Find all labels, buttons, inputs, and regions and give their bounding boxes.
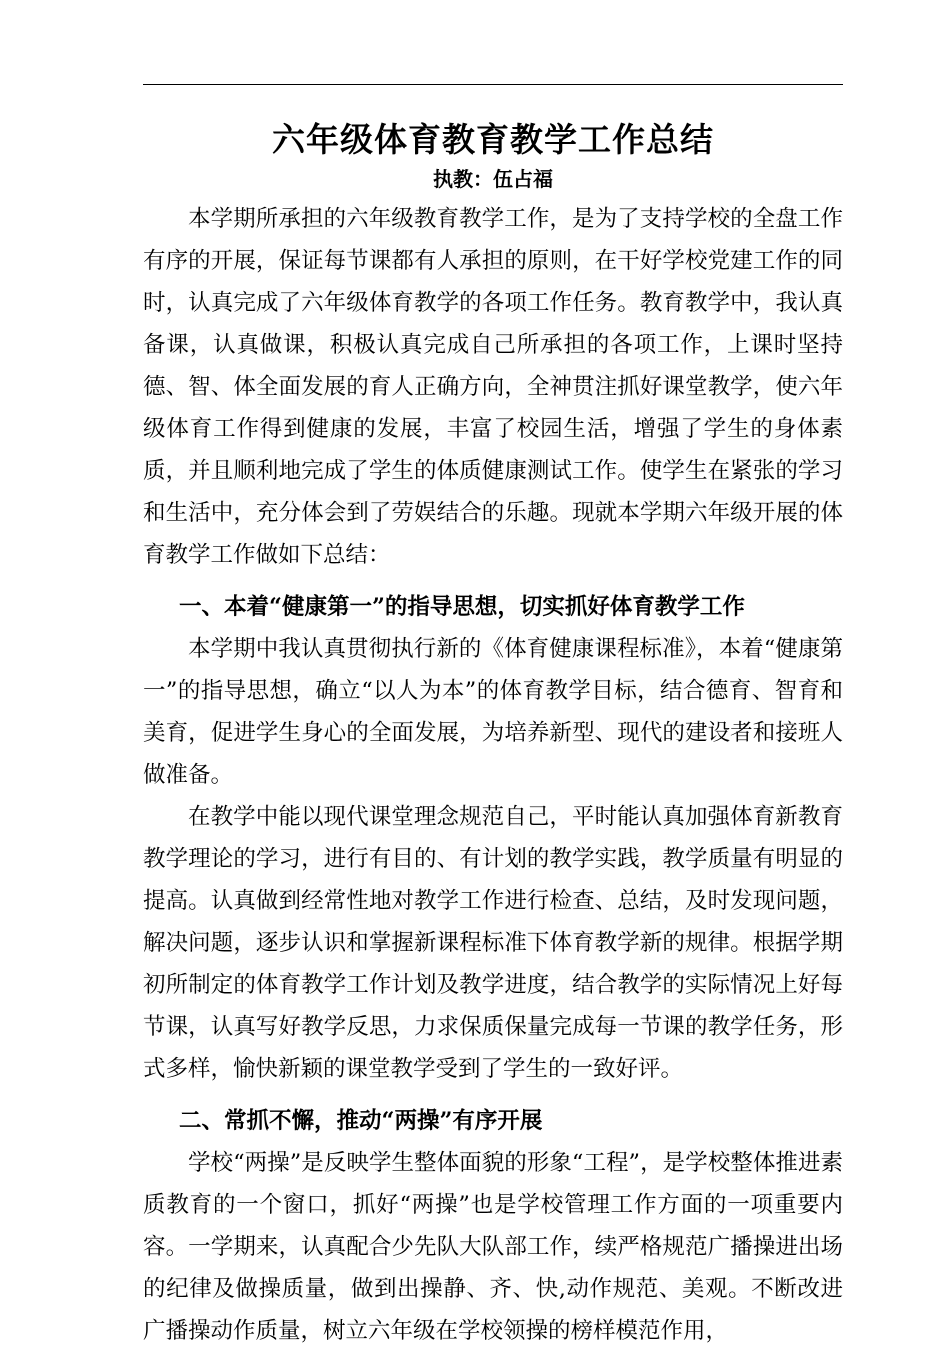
page-title: 六年级体育教育教学工作总结 xyxy=(272,120,714,159)
header-divider xyxy=(143,84,843,85)
document-content xyxy=(143,84,843,1352)
section-heading-2: 二、常抓不懈，推动“两操”有序开展 xyxy=(179,1108,543,1135)
paragraph-2-1: 学校“两操”是反映学生整体面貌的形象“工程”，是学校整体推进素质教育的一个窗口，抓好“两操”也是学校管理工作方面的一项重要内容。一学期来，认真配合少先队大队部工作，续严格规范广播操进出场的纪律及做操质量，做到出操静、齐、快,动作规范、美观。不断改进广播操动作质量，树立六年级在学校领操的榜样模范作用， xyxy=(143,1150,843,1345)
paragraph-1-1: 本学期中我认真贯彻执行新的《体育健康课程标准》，本着“健康第一”的指导思想，确立“以人为本”的体育教学目标，结合德育、智育和美育，促进学生身心的全面发展，为培养新型、现代的建设者和接班人做准备。 xyxy=(143,636,843,789)
section-heading-1: 一、本着“健康第一”的指导思想，切实抓好体育教学工作 xyxy=(179,594,745,621)
paragraph-intro: 本学期所承担的六年级教育教学工作，是为了支持学校的全盘工作有序的开展，保证每节课都有人承担的原则，在干好学校党建工作的同时，认真完成了六年级体育教学的各项工作任务。教育教学中，我认真备课，认真做课，积极认真完成自己所承担的各项工作，上课时坚持德、智、体全面发展的育人正确方向，全神贯注抓好课堂教学，使六年级体育工作得到健康的发展，丰富了校园生活，增强了学生的身体素质，并且顺利地完成了学生的体质健康测试工作。使学生在紧张的学习和生活中，充分体会到了劳娱结合的乐趣。现就本学期六年级开展的体育教学工作做如下总结： xyxy=(143,206,843,569)
paragraph-1-2: 在教学中能以现代课堂理念规范自己，平时能认真加强体育新教育教学理论的学习，进行有目的、有计划的教学实践，教学质量有明显的提高。认真做到经常性地对教学工作进行检查、总结，及时发现问题，解决问题，逐步认识和掌握新课程标准下体育教学新的规律。根据学期初所制定的体育教学工作计划及教学进度，结合教学的实际情况上好每节课，认真写好教学反思，力求保质保量完成每一节课的教学任务，形式多样，愉快新颖的课堂教学受到了学生的一致好评。 xyxy=(143,804,843,1083)
document-subtitle: 执教：伍占福 xyxy=(433,167,553,192)
